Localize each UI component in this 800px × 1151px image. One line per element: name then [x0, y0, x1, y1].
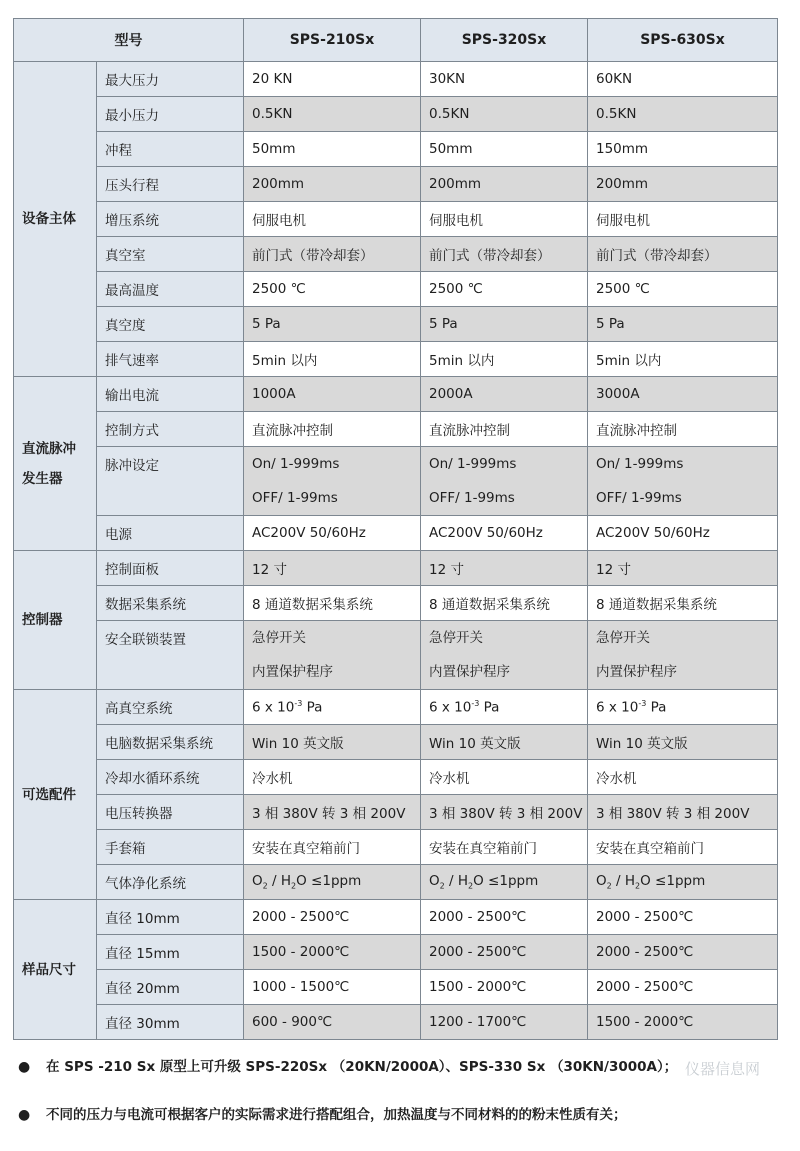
value-cell — [588, 447, 778, 516]
value-cell: 150mm — [588, 132, 778, 167]
value-cell — [421, 447, 588, 516]
table-row — [14, 132, 778, 167]
value-cell: 冷水机 — [421, 760, 588, 795]
param-cell: 电脑数据采集系统 — [97, 725, 244, 760]
model-header: 型号 — [14, 19, 244, 62]
spec-table — [13, 18, 778, 1040]
value-cell: 50mm — [244, 132, 421, 167]
param-cell: 直径 20mm — [97, 970, 244, 1005]
cell-line: On/ 1-999ms — [596, 456, 684, 472]
table-row — [14, 725, 778, 760]
value-cell: $O_2 / H_2O \le 1ppm$ — [421, 865, 588, 900]
value-cell — [588, 621, 778, 690]
bullet-icon: ● — [18, 1059, 31, 1075]
cell-line: On/ 1-999ms — [252, 456, 340, 472]
cell-line: OFF/ 1-99ms — [596, 490, 682, 506]
model-name: SPS-320Sx — [421, 19, 588, 62]
value-cell: 50mm — [421, 132, 588, 167]
value-cell: 1500 - 2000℃ — [244, 935, 421, 970]
value-cell: 6 x $10^{-3}$ Pa — [588, 690, 778, 725]
category-cell — [14, 551, 97, 690]
category-label: 控制器 — [22, 612, 63, 628]
value-cell: AC200V 50/60Hz — [421, 516, 588, 551]
param-cell: 直径 10mm — [97, 900, 244, 935]
value-cell: 1500 - 2000℃ — [421, 970, 588, 1005]
table-row — [14, 865, 778, 900]
param-cell: 电压转换器 — [97, 795, 244, 830]
value-cell: 12 寸 — [244, 551, 421, 586]
value-cell: 2000 - 2500℃ — [588, 935, 778, 970]
exponent: -3 — [638, 698, 647, 708]
param-cell: 高真空系统 — [97, 690, 244, 725]
note-text: 不同的压力与电流可根据客户的实际需求进行搭配组合，加热温度与不同材料的的粉末性质有关； — [46, 1107, 627, 1123]
table-row — [14, 377, 778, 412]
value-cell: 1000A — [244, 377, 421, 412]
value-cell: 0.5KN — [421, 97, 588, 132]
value-cell: 前门式（带冷却套） — [421, 237, 588, 272]
value-cell — [421, 621, 588, 690]
value-cell: 2000 - 2500℃ — [588, 900, 778, 935]
table-row — [14, 830, 778, 865]
value-cell: 安装在真空箱前门 — [588, 830, 778, 865]
param-cell: 气体净化系统 — [97, 865, 244, 900]
value-cell: 5min 以内 — [588, 342, 778, 377]
value-cell: 直流脉冲控制 — [421, 412, 588, 447]
value-cell: 1200 - 1700℃ — [421, 1005, 588, 1040]
value-cell: 前门式（带冷却套） — [588, 237, 778, 272]
value-cell: 600 - 900℃ — [244, 1005, 421, 1040]
param-cell: 脉冲设定 — [97, 447, 244, 516]
param-cell: 最小压力 — [97, 97, 244, 132]
table-row — [14, 97, 778, 132]
value-cell: 12 寸 — [588, 551, 778, 586]
value-cell: 8 通道数据采集系统 — [244, 586, 421, 621]
value-cell: 2500 ℃ — [421, 272, 588, 307]
param-cell: 真空室 — [97, 237, 244, 272]
subscript: 2 — [439, 881, 445, 891]
param-cell: 冲程 — [97, 132, 244, 167]
value-cell: 60KN — [588, 62, 778, 97]
table-row — [14, 586, 778, 621]
value-cell: 200mm — [244, 167, 421, 202]
exponent: -3 — [294, 698, 303, 708]
value-cell: 3 相 380V 转 3 相 200V — [244, 795, 421, 830]
value-cell: 6 x $10^{-3}$ Pa — [421, 690, 588, 725]
value-cell: 2500 ℃ — [244, 272, 421, 307]
value-cell — [244, 447, 421, 516]
table-row — [14, 62, 778, 97]
value-cell: 12 寸 — [421, 551, 588, 586]
value-cell: Win 10 英文版 — [421, 725, 588, 760]
table-row — [14, 690, 778, 725]
table-row — [14, 167, 778, 202]
param-cell: 排气速率 — [97, 342, 244, 377]
table-row — [14, 935, 778, 970]
subscript: 2 — [291, 881, 297, 891]
category-cell — [14, 62, 97, 377]
value-cell: Win 10 英文版 — [588, 725, 778, 760]
cell-line: 急停开关 — [252, 630, 306, 646]
param-cell: 控制面板 — [97, 551, 244, 586]
category-label: 直流脉冲 — [22, 440, 76, 457]
value-cell — [244, 621, 421, 690]
param-cell: 冷却水循环系统 — [97, 760, 244, 795]
cell-line: 内置保护程序 — [596, 664, 677, 680]
param-cell: 压头行程 — [97, 167, 244, 202]
value-cell: 5min 以内 — [244, 342, 421, 377]
value-cell: 3 相 380V 转 3 相 200V — [588, 795, 778, 830]
value-cell: 2000 - 2500℃ — [421, 900, 588, 935]
spec-body — [14, 62, 778, 1040]
category-label: 发生器 — [22, 470, 63, 487]
value-cell: 2000 - 2500℃ — [244, 900, 421, 935]
value-cell: 伺服电机 — [244, 202, 421, 237]
category-label: 设备主体 — [22, 211, 76, 227]
table-row — [14, 760, 778, 795]
value-cell: $O_2 / H_2O \le 1ppm$ — [244, 865, 421, 900]
value-cell: 2000A — [421, 377, 588, 412]
value-cell: 6 x $10^{-3}$ Pa — [244, 690, 421, 725]
value-cell: AC200V 50/60Hz — [244, 516, 421, 551]
value-cell: 2000 - 2500℃ — [588, 970, 778, 1005]
param-cell: 最大压力 — [97, 62, 244, 97]
subscript: 2 — [606, 881, 612, 891]
table-row — [14, 412, 778, 447]
note-item — [18, 1055, 788, 1103]
table-row — [14, 237, 778, 272]
param-cell: 控制方式 — [97, 412, 244, 447]
value-cell: 200mm — [588, 167, 778, 202]
table-row — [14, 1005, 778, 1040]
header-row — [14, 19, 778, 62]
param-cell: 直径 15mm — [97, 935, 244, 970]
exponent: -3 — [471, 698, 480, 708]
param-cell: 真空度 — [97, 307, 244, 342]
param-cell: 手套箱 — [97, 830, 244, 865]
model-name: SPS-630Sx — [588, 19, 778, 62]
table-row — [14, 970, 778, 1005]
value-cell: 30KN — [421, 62, 588, 97]
value-cell: 2500 ℃ — [588, 272, 778, 307]
param-cell: 安全联锁装置 — [97, 621, 244, 690]
value-cell: 冷水机 — [588, 760, 778, 795]
category-cell — [14, 377, 97, 551]
value-cell: 5 Pa — [588, 307, 778, 342]
param-cell: 输出电流 — [97, 377, 244, 412]
table-row — [14, 272, 778, 307]
table-row — [14, 307, 778, 342]
cell-line: OFF/ 1-99ms — [252, 490, 338, 506]
value-cell: 5min 以内 — [421, 342, 588, 377]
cell-line: On/ 1-999ms — [429, 456, 517, 472]
value-cell: 1000 - 1500℃ — [244, 970, 421, 1005]
cell-line: 内置保护程序 — [252, 664, 333, 680]
value-cell: $O_2 / H_2O \le 1ppm$ — [588, 865, 778, 900]
value-cell: 2000 - 2500℃ — [421, 935, 588, 970]
value-cell: 直流脉冲控制 — [588, 412, 778, 447]
table-row — [14, 202, 778, 237]
table-row — [14, 516, 778, 551]
watermark: 仪器信息网 — [684, 1060, 760, 1078]
note-text: 在 SPS -210 Sx 原型上可升级 SPS-220Sx （20KN/2000A）、SPS-330 Sx （30KN/3000A）； — [46, 1059, 678, 1075]
value-cell: 伺服电机 — [421, 202, 588, 237]
category-label: 样品尺寸 — [22, 961, 76, 978]
value-cell: 5 Pa — [244, 307, 421, 342]
param-cell: 直径 30mm — [97, 1005, 244, 1040]
value-cell: 0.5KN — [588, 97, 778, 132]
category-label: 可选配件 — [22, 786, 76, 803]
param-cell: 最高温度 — [97, 272, 244, 307]
value-cell: 安装在真空箱前门 — [421, 830, 588, 865]
value-cell: AC200V 50/60Hz — [588, 516, 778, 551]
value-cell: 伺服电机 — [588, 202, 778, 237]
value-cell: 5 Pa — [421, 307, 588, 342]
value-cell: 8 通道数据采集系统 — [421, 586, 588, 621]
model-name: SPS-210Sx — [244, 19, 421, 62]
value-cell: Win 10 英文版 — [244, 725, 421, 760]
table-row — [14, 447, 778, 516]
value-cell: 8 通道数据采集系统 — [588, 586, 778, 621]
bullet-icon: ● — [18, 1107, 31, 1123]
value-cell: 前门式（带冷却套） — [244, 237, 421, 272]
value-cell: 200mm — [421, 167, 588, 202]
category-cell — [14, 900, 97, 1040]
value-cell: 安装在真空箱前门 — [244, 830, 421, 865]
notes — [18, 1055, 788, 1151]
table-row — [14, 551, 778, 586]
value-cell: 0.5KN — [244, 97, 421, 132]
subscript: 2 — [635, 881, 641, 891]
category-cell — [14, 690, 97, 900]
table-row — [14, 795, 778, 830]
subscript: 2 — [262, 881, 268, 891]
note-item — [18, 1103, 788, 1151]
param-cell: 电源 — [97, 516, 244, 551]
cell-line: 内置保护程序 — [429, 664, 510, 680]
table-row — [14, 342, 778, 377]
value-cell: 直流脉冲控制 — [244, 412, 421, 447]
value-cell: 冷水机 — [244, 760, 421, 795]
cell-line: 急停开关 — [596, 630, 650, 646]
param-cell: 增压系统 — [97, 202, 244, 237]
cell-line: OFF/ 1-99ms — [429, 490, 515, 506]
value-cell: 3 相 380V 转 3 相 200V — [421, 795, 588, 830]
subscript: 2 — [468, 881, 474, 891]
table-row — [14, 900, 778, 935]
value-cell: 20 KN — [244, 62, 421, 97]
cell-line: 急停开关 — [429, 630, 483, 646]
value-cell: 3000A — [588, 377, 778, 412]
table-row — [14, 621, 778, 690]
value-cell: 1500 - 2000℃ — [588, 1005, 778, 1040]
param-cell: 数据采集系统 — [97, 586, 244, 621]
